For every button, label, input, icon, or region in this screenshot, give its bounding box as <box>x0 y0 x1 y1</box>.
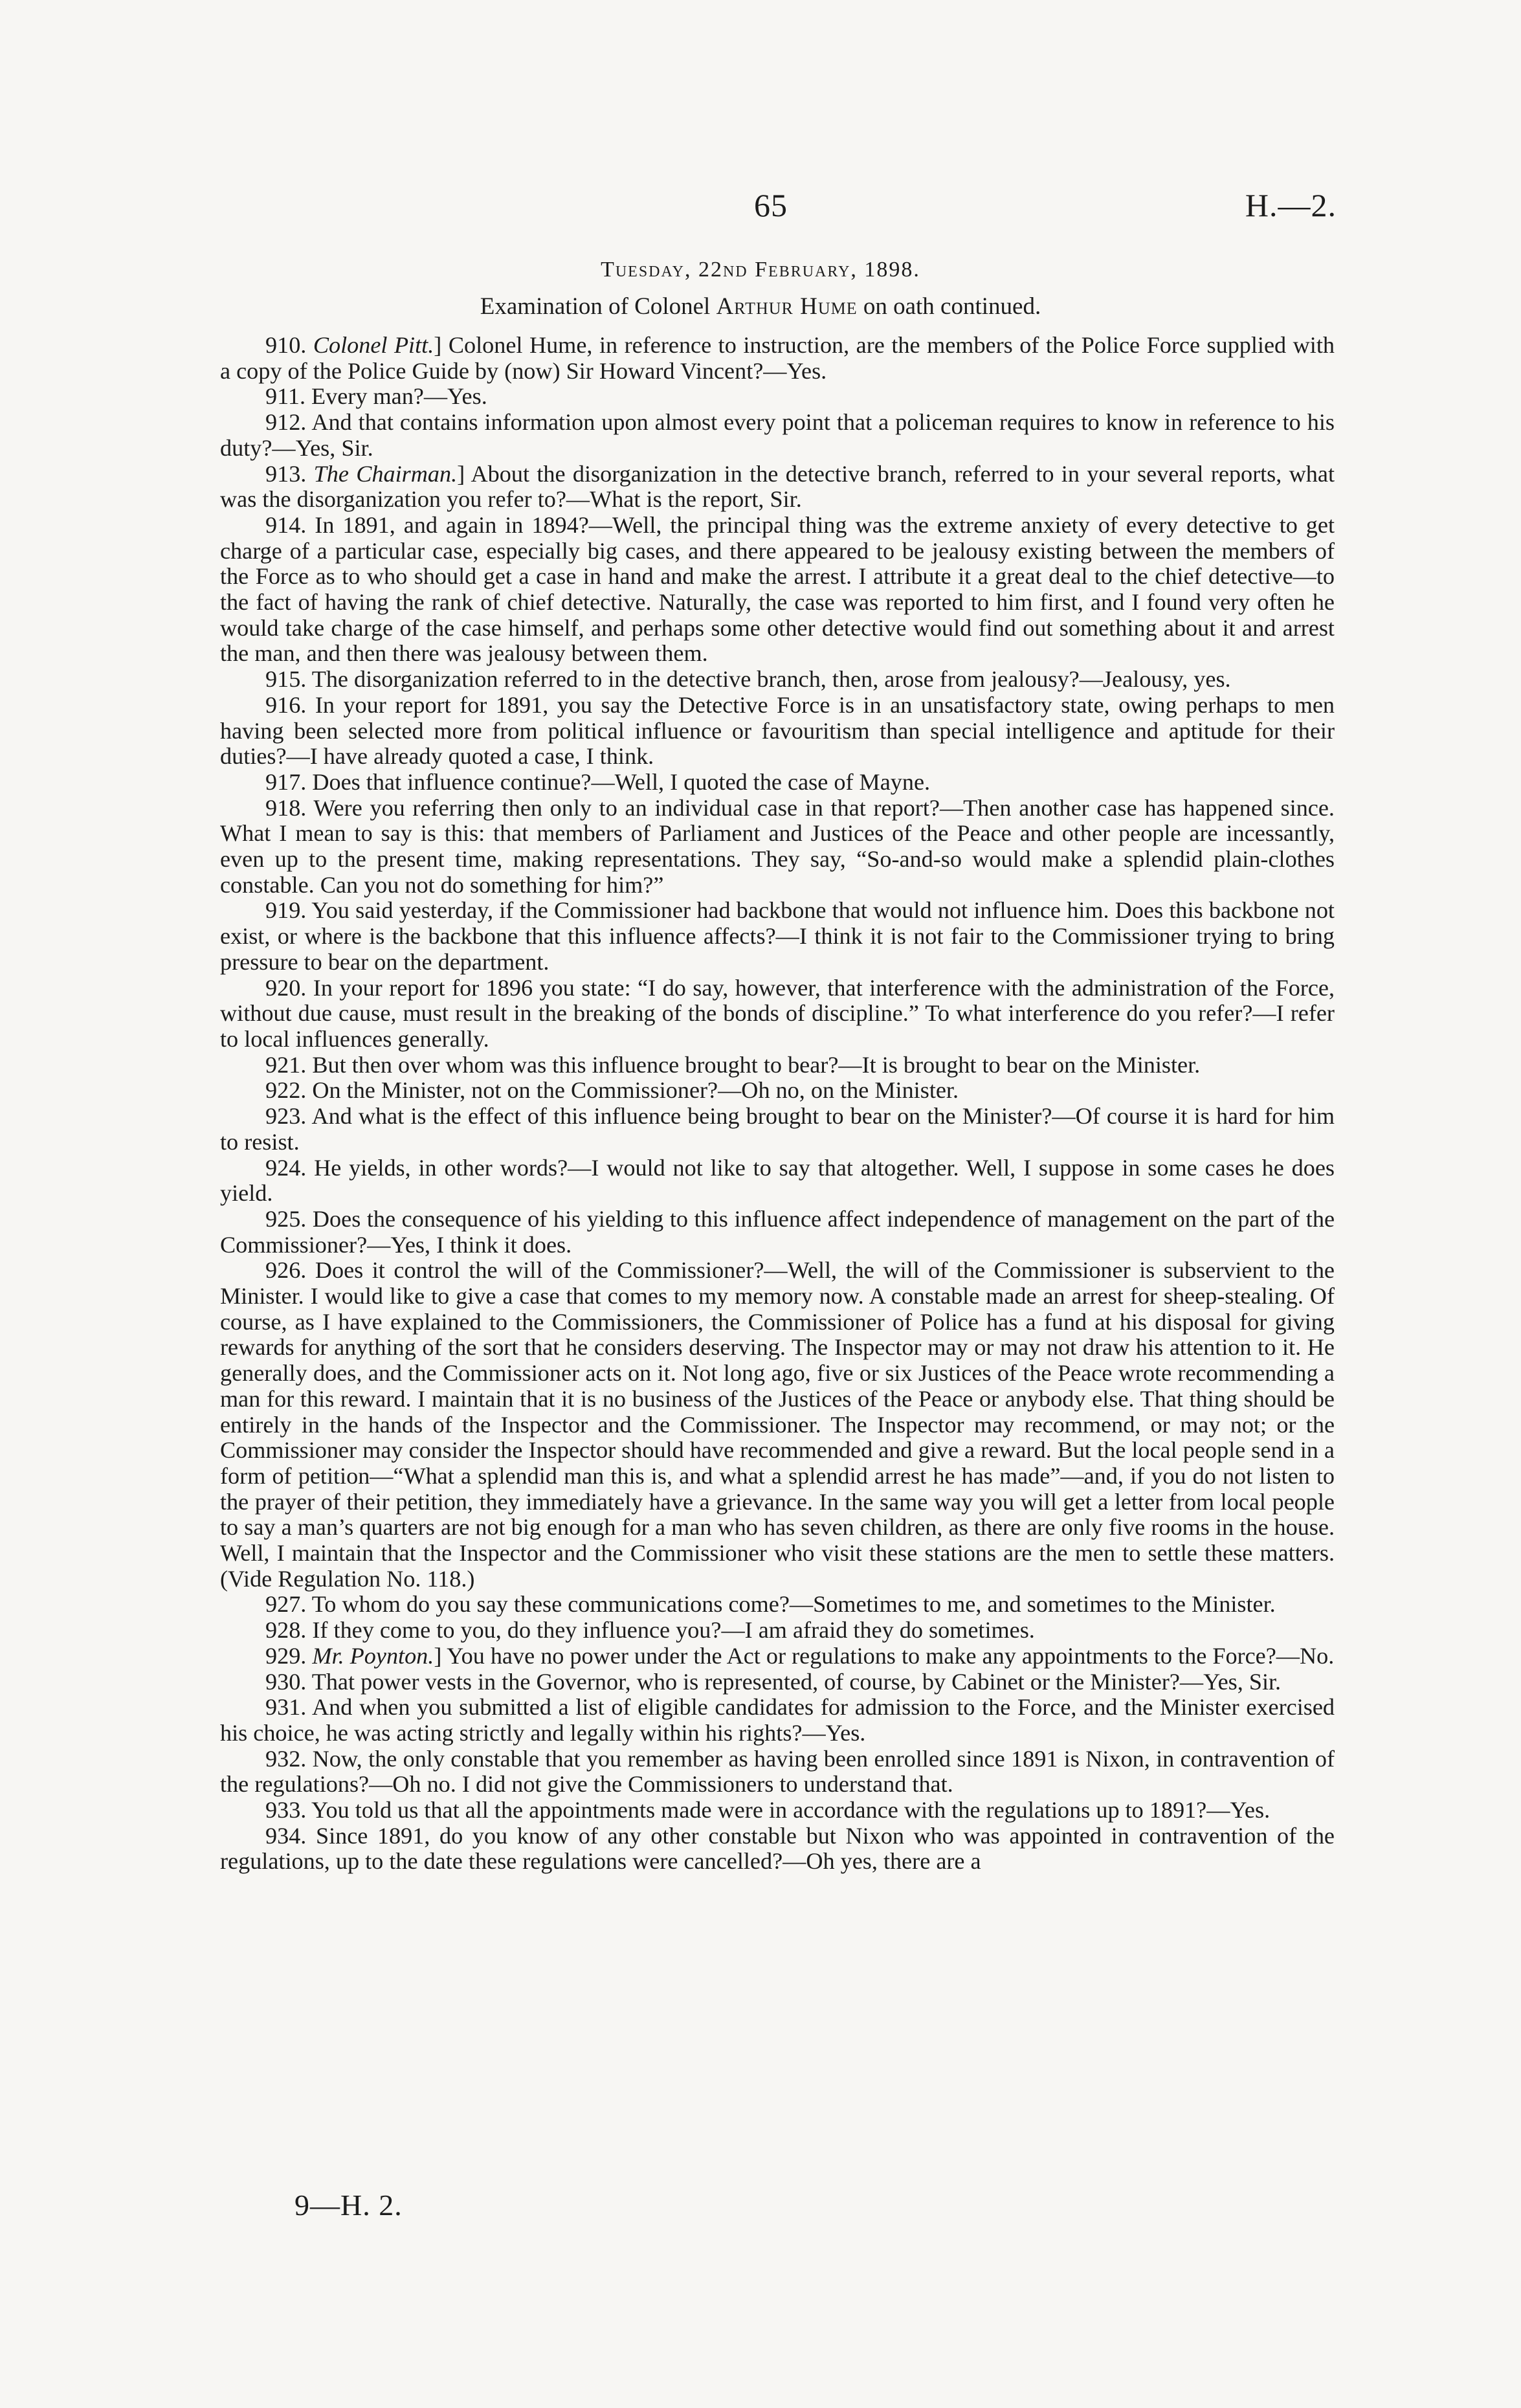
question-number: 921. <box>265 1051 307 1078</box>
testimony-paragraph <box>220 1669 1335 1695</box>
date-heading: Tuesday, 22nd February, 1898. <box>601 258 920 282</box>
paragraph-text: You said yesterday, if the Commissioner had backbone that would not influence him. Does this backbone not exist, or where is the backbone that this influence affects?—I think it is not fair to the Commissioner trying to bring pressure to bear on the department. <box>220 897 1335 975</box>
paragraph-text: And what is the effect of this influence being brought to bear on the Minister?—Of course it is hard for him to resist. <box>220 1103 1335 1155</box>
paragraph-text: But then over whom was this influence brought to bear?—It is brought to bear on the Minister. <box>312 1051 1201 1078</box>
question-number: 922. <box>265 1077 307 1104</box>
question-number: 913. <box>265 460 307 487</box>
paragraph-text: In your report for 1891, you say the Detective Force is in an unsatisfactory state, owing perhaps to men having been selected more from political influence or favouritism than special intelligence and aptitude for their duties?—I have already quoted a case, I think. <box>220 691 1335 770</box>
testimony-paragraph <box>220 410 1335 461</box>
testimony-paragraph <box>220 975 1335 1053</box>
question-number: 934. <box>265 1822 307 1849</box>
speaker-name: Colonel Pitt. <box>313 332 434 358</box>
question-number: 933. <box>265 1797 307 1823</box>
question-number: 923. <box>265 1103 307 1130</box>
speaker-name: Mr. Poynton. <box>312 1642 434 1669</box>
page-number: 65 <box>754 187 788 223</box>
question-number: 931. <box>265 1694 307 1721</box>
witness-name: Arthur Hume <box>716 293 858 320</box>
question-number: 916. <box>265 691 307 718</box>
testimony-paragraph: 913. The Chairman.] About the disorganization in the detective branch, referred to in your several reports, what was the disorganization you refer to?—What is the report, Sir. <box>220 460 1335 513</box>
testimony-paragraph <box>220 1155 1335 1207</box>
question-number: 932. <box>265 1745 307 1772</box>
testimony-paragraph <box>220 693 1335 770</box>
paragraph-text: Now, the only constable that you remember as having been enrolled since 1891 is Nixon, in contravention of the regulations?—Oh no. I did not give the Commissioners to understand that. <box>220 1745 1335 1798</box>
testimony-paragraph <box>220 667 1335 693</box>
paragraph-text: You have no power under the Act or regulations to make any appointments to the Force?—No. <box>447 1642 1335 1669</box>
testimony-paragraph <box>220 1053 1335 1078</box>
testimony-paragraph <box>220 1618 1335 1644</box>
paragraph-text: Colonel Hume, in reference to instruction, are the members of the Police Force supplied with a copy of the Police Guide by (now) Sir Howard Vincent?—Yes. <box>220 332 1335 384</box>
paragraph-text: You told us that all the appointments made were in accordance with the regulations up to 1891?—Yes. <box>311 1797 1271 1823</box>
testimony-paragraph <box>220 384 1335 410</box>
paragraph-text: And that contains information upon almost every point that a policeman requires to know in reference to his duty?—Yes, Sir. <box>220 409 1335 461</box>
testimony-paragraph <box>220 1104 1335 1155</box>
question-number: 919. <box>265 897 307 924</box>
paragraph-text: Does that influence continue?—Well, I quoted the case of Mayne. <box>312 768 931 795</box>
paragraph-text: That power vests in the Governor, who is represented, of course, by Cabinet or the Minister?—Yes, Sir. <box>311 1668 1282 1695</box>
testimony-paragraph: 929. Mr. Poynton.] You have no power under the Act or regulations to make any appointments to the Force?—No. <box>265 1642 1335 1669</box>
paragraph-text: To whom do you say these communications come?—Sometimes to me, and sometimes to the Minister. <box>311 1591 1276 1618</box>
testimony-paragraph <box>220 1207 1335 1258</box>
question-number: 911. <box>265 383 305 410</box>
testimony-paragraph <box>220 1823 1335 1875</box>
paragraph-text: And when you submitted a list of eligible candidates for admission to the Force, and the Minister exercised his choice, he was acting strictly and legally within his rights?—Yes. <box>220 1694 1335 1746</box>
subheading-suffix: on oath continued. <box>857 293 1041 320</box>
examination-subheading <box>0 293 1521 320</box>
paragraph-text: In your report for 1896 you state: “I do say, however, that interference with the administration of the Force, without due cause, must result in the breaking of the bonds of discipline.” To what interference do you refer?—I refer to local influences generally. <box>220 974 1335 1052</box>
question-number: 925. <box>265 1205 307 1232</box>
testimony-paragraph <box>220 1078 1335 1104</box>
question-number: 929. <box>265 1642 307 1669</box>
paragraph-text: He yields, in other words?—I would not like to say that altogether. Well, I suppose in some cases he does yield. <box>220 1154 1335 1207</box>
paragraph-text: If they come to you, do they influence you?—I am afraid they do sometimes. <box>312 1617 1035 1644</box>
testimony-paragraph <box>220 770 1335 796</box>
testimony-paragraph <box>220 796 1335 898</box>
question-number: 930. <box>265 1668 307 1695</box>
testimony-paragraph <box>220 898 1335 975</box>
paragraph-text: Does it control the will of the Commissioner?—Well, the will of the Commissioner is subservient to the Minister. I would like to give a case that comes to my memory now. A constable made an arrest for sheep-stealing. Of course, as I have explained to the Commissioners, the Commissioner of Police has a fund at his disposal for giving rewards for anything of the sort that he considers deserving. The Inspector may or may not draw his attention to it. He generally does, and the Commissioner acts on it. Not long ago, five or six Justices of the Peace wrote recommending a man for this reward. I maintain that it is no business of the Justices of the Peace or anybody else. That thing should be entirely in the hands of the Inspector and the Commissioner. The Inspector may recommend, or may not; or the Commissioner may consider the Inspector should have recommended and give a reward. But the local people send in a form of petition—“What a splendid man this is, and what a splendid arrest he has made”—and, if you do not listen to the prayer of their petition, they immediately have a grievance. In the same way you will get a letter from local people to say a man’s quarters are not big enough for a man who has seven children, as there are only five rooms in the house. Well, I maintain that the Inspector and the Commissioner who visit these stations are the men to settle these matters. (Vide Regulation No. 118.) <box>220 1257 1335 1592</box>
testimony-paragraph <box>220 1695 1335 1746</box>
testimony-paragraph <box>220 1798 1335 1823</box>
question-number: 920. <box>265 974 307 1001</box>
testimony-paragraph <box>220 1592 1335 1618</box>
question-number: 912. <box>265 409 307 436</box>
question-number: 927. <box>265 1591 307 1618</box>
paragraph-text: Since 1891, do you know of any other constable but Nixon who was appointed in contravention of the regulations, up to the date these regulations were cancelled?—Oh yes, there are a <box>220 1822 1335 1875</box>
speaker-name: The Chairman. <box>313 460 458 487</box>
footer-signature: 9—H. 2. <box>294 2189 403 2222</box>
testimony-paragraph: 910. Colonel Pitt.] Colonel Hume, in reference to instruction, are the members of the Police Force supplied with a copy of the Police Guide by (now) Sir Howard Vincent?—Yes. <box>220 332 1335 384</box>
question-number: 910. <box>265 332 307 358</box>
paragraph-text: Does the consequence of his yielding to this influence affect independence of management on the part of the Commissioner?—Yes, I think it does. <box>220 1205 1335 1258</box>
subheading-prefix: Examination of Colonel <box>480 293 716 320</box>
document-code: H.—2. <box>1245 187 1337 223</box>
question-number: 917. <box>265 768 307 795</box>
question-number: 926. <box>265 1257 307 1284</box>
testimony-paragraph <box>220 1746 1335 1798</box>
paragraph-text: The disorganization referred to in the detective branch, then, arose from jealousy?—Jealousy, yes. <box>311 666 1231 693</box>
question-number: 914. <box>265 511 307 538</box>
testimony-paragraph <box>220 1258 1335 1592</box>
paragraph-text: On the Minister, not on the Commissioner?—Oh no, on the Minister. <box>312 1077 959 1104</box>
question-number: 924. <box>265 1154 307 1181</box>
paragraph-text: In 1891, and again in 1894?—Well, the principal thing was the extreme anxiety of every detective to get charge of a particular case, especially big cases, and there appeared to be jealousy existing between the members of the Force as to who should get a case in hand and make the arrest. I attribute it a great deal to the chief detective—to the fact of having the rank of chief detective. Naturally, the case was reported to him first, and I found very often he would take charge of the case himself, and perhaps some other detective would find out something about it and arrest the man, and then there was jealousy between them. <box>220 511 1335 667</box>
testimony-body <box>220 333 1335 1875</box>
paragraph-text: Every man?—Yes. <box>311 383 487 410</box>
testimony-paragraph <box>220 513 1335 667</box>
paragraph-text: Were you referring then only to an individual case in that report?—Then another case has happened since. What I mean to say is this: that members of Parliament and Justices of the Peace and other people are incessantly, even up to the present time, making representations. They say, “So-and-so would make a splendid plain-clothes constable. Can you not do something for him?” <box>220 794 1335 898</box>
question-number: 918. <box>265 794 307 821</box>
paragraph-text: About the disorganization in the detective branch, referred to in your several reports, what was the disorganization you refer to?—What is the report, Sir. <box>220 460 1335 513</box>
question-number: 915. <box>265 666 307 693</box>
question-number: 928. <box>265 1617 307 1644</box>
